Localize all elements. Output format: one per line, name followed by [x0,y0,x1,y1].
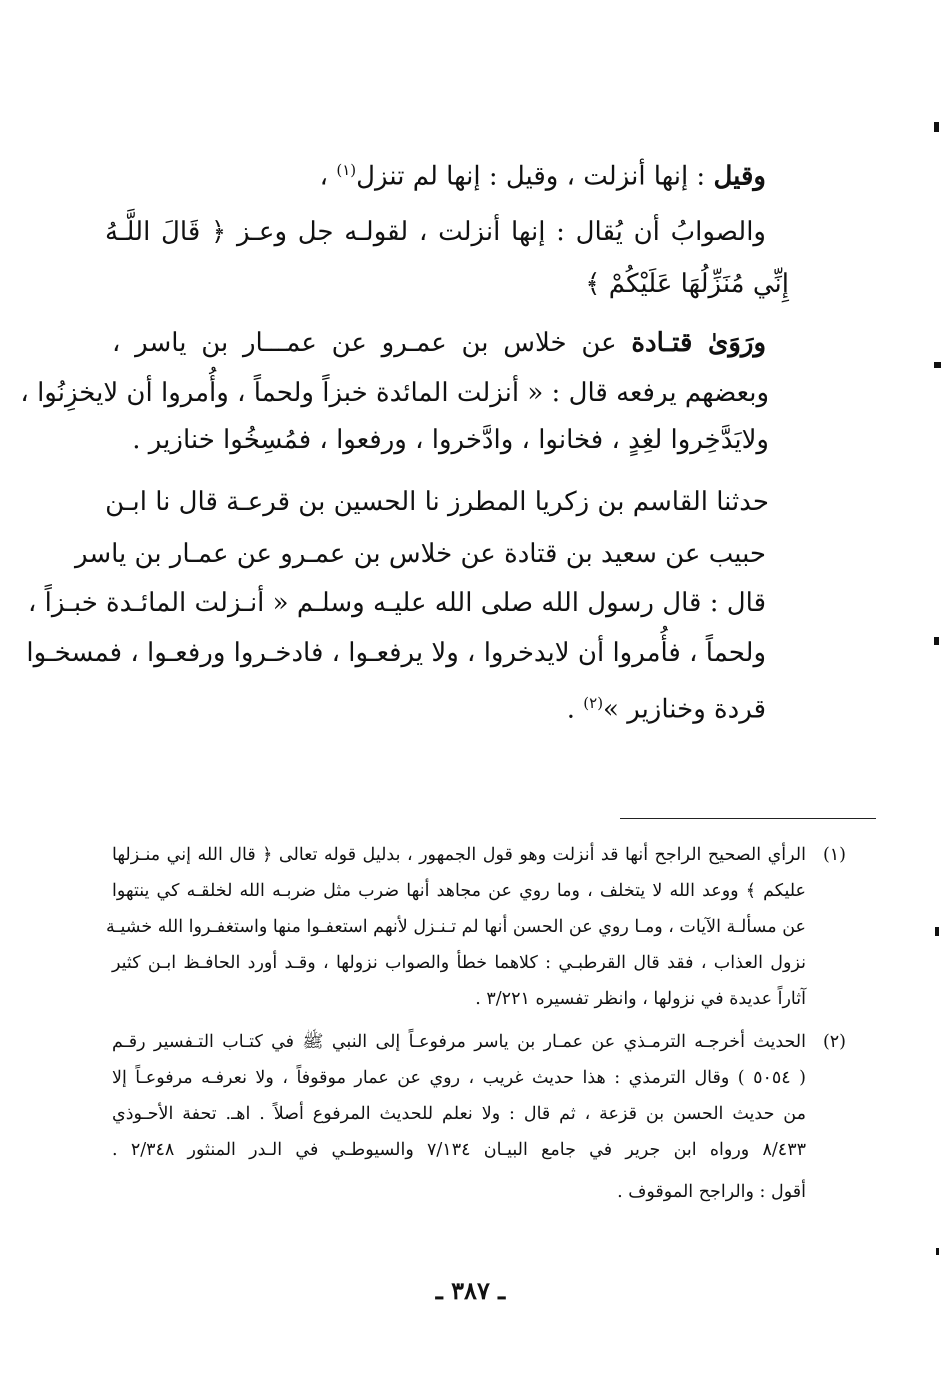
paragraph-2-line-1: والصوابُ أن يُقال : إنها أنزلت ، لقولـه جل وعـز ﴿ قَالَ اللَّـهُ [105,217,766,247]
scan-mark [936,1248,939,1255]
footnote-2-number: (٢) [822,1032,846,1052]
paragraph-4-line-3: قال : قال رسول الله صلى الله عليـه وسلـم « أنـزلت المائـدة خبـزاً ، [28,588,766,618]
paragraph-3-line-1 [112,323,766,363]
footnote-2-line-2: ( ٥٠٥٤ ) وقال الترمذي : هذا حديث غريب ، روي عن عمار موقوفاً ، ولا نعرفـه مرفوعـاً إلا [112,1068,806,1088]
footnote-1-line-4: نزول العذاب ، فقد قال القرطبـي : كلاهما خطأ والصواب نزولها ، وقـد أورد الحافـظ ابـن كثير [112,953,806,973]
paragraph-4-line-2: حبيب عن سعيد بن قتادة عن خلاس بن عمـرو عن عمـار بن ياسر [74,539,766,569]
lead-word: وقيل [713,161,766,192]
paragraph-1-text: : إنها أنزلت ، وقيل : إنها لم تنزل [356,161,706,192]
paragraph-2-line-2: إِنِّي مُنَزِّلُهَا عَلَيْكُمْ ﴾ [585,269,789,299]
paragraph-4-end: . [566,694,575,725]
paragraph-3-line-1-rest: عن خلاس بن عمـرو عن عمـــار بن ياسر ، [112,328,617,358]
footnote-1-line-3: عن مسألـة الآيات ، ومـا روي عن الحسن أنها لم تـنـزل لأنهم استعفـوا منها واستغفـروا الله خشيـة [105,917,806,937]
page-number: ـ ٣٨٧ ـ [435,1276,506,1305]
narrator-name: ورَوَىٰ قتـادة [631,328,766,358]
footnote-1-line-1: الرأي الصحيح الراجح أنها قد أنزلت وهو قول الجمهور ، بدليل قوله تعالى ﴿ قال الله إني منـزلها [112,845,806,865]
footnote-1-line-5: آثاراً عديدة في نزولها ، وانظر تفسيره ٣/٢٢١ . [475,989,806,1009]
paragraph-4-last-text: قردة وخنازير » [603,694,766,725]
footnote-ref-1: (١) [336,161,357,179]
footnote-2-line-3: من حديث الحسن بن قزعة ، ثم قال : ولا نعلم للحديث المرفوع أصلاً . اهـ. تحفة الأحـوذي [112,1104,806,1124]
scan-mark [935,927,939,936]
paragraph-1-end: ، [319,161,329,192]
paragraph-3-line-2: وبعضهم يرفعه قال : « أنزلت المائدة خبزاً ولحماً ، وأُمروا أن لايخزِنُوا ، [20,378,769,408]
footnote-2-line-1: الحديث أخرجـه الترمـذي عن عمـار بن ياسر مرفوعـاً إلى النبي ﷺ في كتـاب التـفسير رقـم [112,1032,806,1052]
paragraph-4-line-1: حدثنا القاسم بن زكريا المطرز نا الحسين بن قرعـة قال نا ابـن [105,487,769,517]
footnote-1-number: (١) [822,845,846,865]
paragraph-4-line-5 [112,683,766,730]
footnote-2-line-4: ٨/٤٣٣ ورواه ابن جرير في جامع البيـان ٧/١٣٤ والسيوطـي في الـدر المنثور ٢/٣٤٨ . [112,1140,806,1160]
scan-mark [934,362,941,368]
paragraph-1-line [112,150,766,197]
paragraph-4-line-4: ولحماً ، فأُمروا أن لايدخروا ، ولا يرفعـوا ، فادخـروا ورفعـوا ، فمسخـوا [26,638,766,668]
footnote-2-line-5: أقول : والراجح الموقوف . [617,1182,806,1202]
footnote-ref-2: (٢) [583,694,604,712]
scan-mark [934,122,939,132]
scan-mark [934,637,939,645]
footnote-separator [620,818,876,819]
footnote-1-line-2: عليكم ﴾ ووعد الله لا يتخلف ، وما روي عن مجاهد أنها ضرب مثل ضربـه الله لخلقـه كي ينتهوا [112,881,806,901]
paragraph-3-line-3: ولايَدَّخِروا لغِدٍ ، فخانوا ، وادَّخروا ، ورفعوا ، فمُسِخُوا خنازير . [132,425,769,455]
